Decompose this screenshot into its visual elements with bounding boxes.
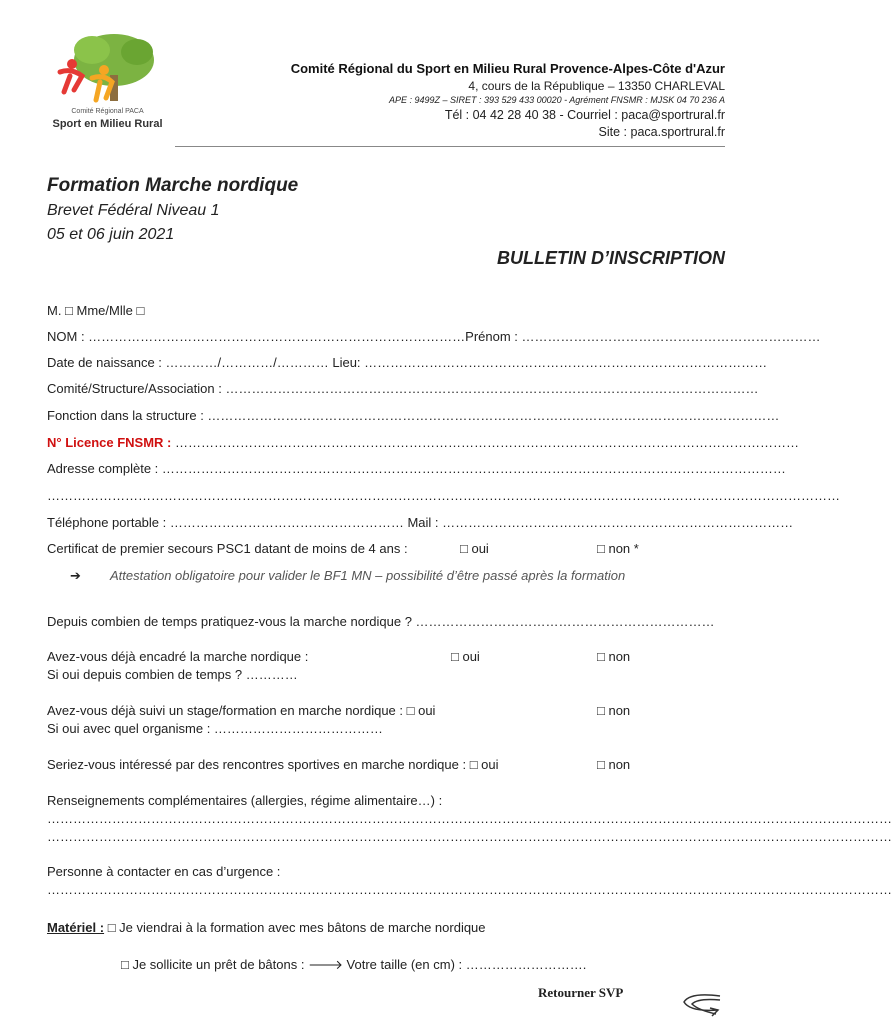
events-non-checkbox[interactable]: □ non: [597, 757, 631, 772]
name-field[interactable]: NOM : ……………………………………………………………………………Prénom : ……………………………………………………………: [47, 329, 821, 344]
additional-info-label: Renseignements complémentaires (allergies, régime alimentaire…) :: [47, 793, 443, 808]
org-contact: Tél : 04 42 28 40 38 - Courriel : paca@sportrural.fr: [444, 108, 725, 122]
organization-info: [291, 60, 725, 141]
logo-title: Sport en Milieu Rural: [52, 118, 163, 130]
coached-non-checkbox[interactable]: □ non: [597, 649, 631, 664]
emergency-contact-label: Personne à contacter en cas d’urgence :: [47, 864, 281, 879]
address-line-2[interactable]: …………………………………………………………………………………………………………………………………………………………………: [47, 488, 840, 503]
birth-field[interactable]: Date de naissance : …………/…………/………… Lieu: …………………………………………………………………………………: [47, 355, 768, 370]
page-title: Formation Marche nordique: [47, 175, 299, 196]
org-registry: APE : 9499Z – SIRET : 393 529 433 00020 - Agrément FNSMR : MJSK 04 70 236 A: [388, 95, 725, 105]
coached-oui-checkbox[interactable]: □ oui: [451, 649, 480, 664]
training-non-checkbox[interactable]: □ non: [597, 703, 631, 718]
training-organism-field[interactable]: Si oui avec quel organisme : …………………………………: [47, 721, 383, 736]
training-question[interactable]: Avez-vous déjà suivi un stage/formation en marche nordique : □ oui: [47, 703, 436, 718]
licence-label: N° Licence FNSMR :: [47, 435, 172, 450]
turn-page-arrow-icon: [680, 990, 724, 1018]
header-divider: [175, 146, 725, 147]
equipment-own-poles: □ Je viendrai à la formation avec mes bâtons de marche nordique: [104, 920, 486, 935]
function-field[interactable]: Fonction dans la structure : ……………………………………………………………………………………………………………………: [47, 408, 780, 423]
emergency-contact-line[interactable]: ……………………………………………………………………………………………………………………………………………………………………………: [47, 882, 892, 897]
equipment-label: Matériel :: [47, 920, 105, 935]
phone-mail-field[interactable]: Téléphone portable : ……………………………………………… Mail : ………………………………………………………………………: [47, 515, 794, 530]
licence-field[interactable]: [47, 435, 800, 450]
equipment-option-2[interactable]: □ Je sollicite un prêt de bâtons : 🡒 Votre taille (en cm) : ……………………….: [121, 957, 587, 972]
logo-subtitle: Comité Régional PACA: [71, 108, 144, 115]
additional-info-line-1[interactable]: ……………………………………………………………………………………………………………………………………………………………………………: [47, 811, 892, 826]
tree-logo-icon: [52, 30, 162, 110]
practice-duration-field[interactable]: Depuis combien de temps pratiquez-vous la marche nordique ? ……………………………………………………………: [47, 614, 715, 629]
psc1-oui-checkbox[interactable]: □ oui: [460, 541, 489, 556]
org-site: Site : paca.sportrural.fr: [598, 125, 725, 139]
attestation-note: Attestation obligatoire pour valider le BF1 MN – possibilité d’être passé après la formation: [110, 568, 626, 583]
coached-duration-field[interactable]: Si oui depuis combien de temps ? …………: [47, 667, 298, 682]
events-question[interactable]: Seriez-vous intéressé par des rencontres sportives en marche nordique : □ oui: [47, 757, 499, 772]
bulletin-title: BULLETIN D’INSCRIPTION: [497, 248, 725, 268]
equipment-option-1[interactable]: [47, 920, 486, 935]
level-title: Brevet Fédéral Niveau 1: [47, 202, 220, 219]
structure-field[interactable]: Comité/Structure/Association : ……………………………………………………………………………………………………………: [47, 381, 759, 396]
org-address: 4, cours de la République – 13350 CHARLEVAL: [468, 79, 725, 93]
additional-info-line-2[interactable]: ……………………………………………………………………………………………………………………………………………………………………………: [47, 829, 892, 844]
org-name: Comité Régional du Sport en Milieu Rural Provence-Alpes-Côte d'Azur: [290, 61, 725, 76]
logo: [40, 30, 175, 135]
address-field[interactable]: Adresse complète : ………………………………………………………………………………………………………………………………: [47, 461, 786, 476]
psc1-non-checkbox[interactable]: □ non *: [597, 541, 639, 556]
turn-over-note: Retourner SVP: [538, 985, 624, 1000]
coached-question: Avez-vous déjà encadré la marche nordique :: [47, 649, 309, 664]
psc1-question: Certificat de premier secours PSC1 datant de moins de 4 ans :: [47, 541, 408, 556]
civility-field[interactable]: M. □ Mme/Mlle □: [47, 303, 145, 318]
licence-dots: ………………………………………………………………………………………………………………………………: [171, 435, 800, 450]
arrow-right-icon: ➔: [70, 568, 81, 583]
date-title: 05 et 06 juin 2021: [47, 226, 175, 243]
